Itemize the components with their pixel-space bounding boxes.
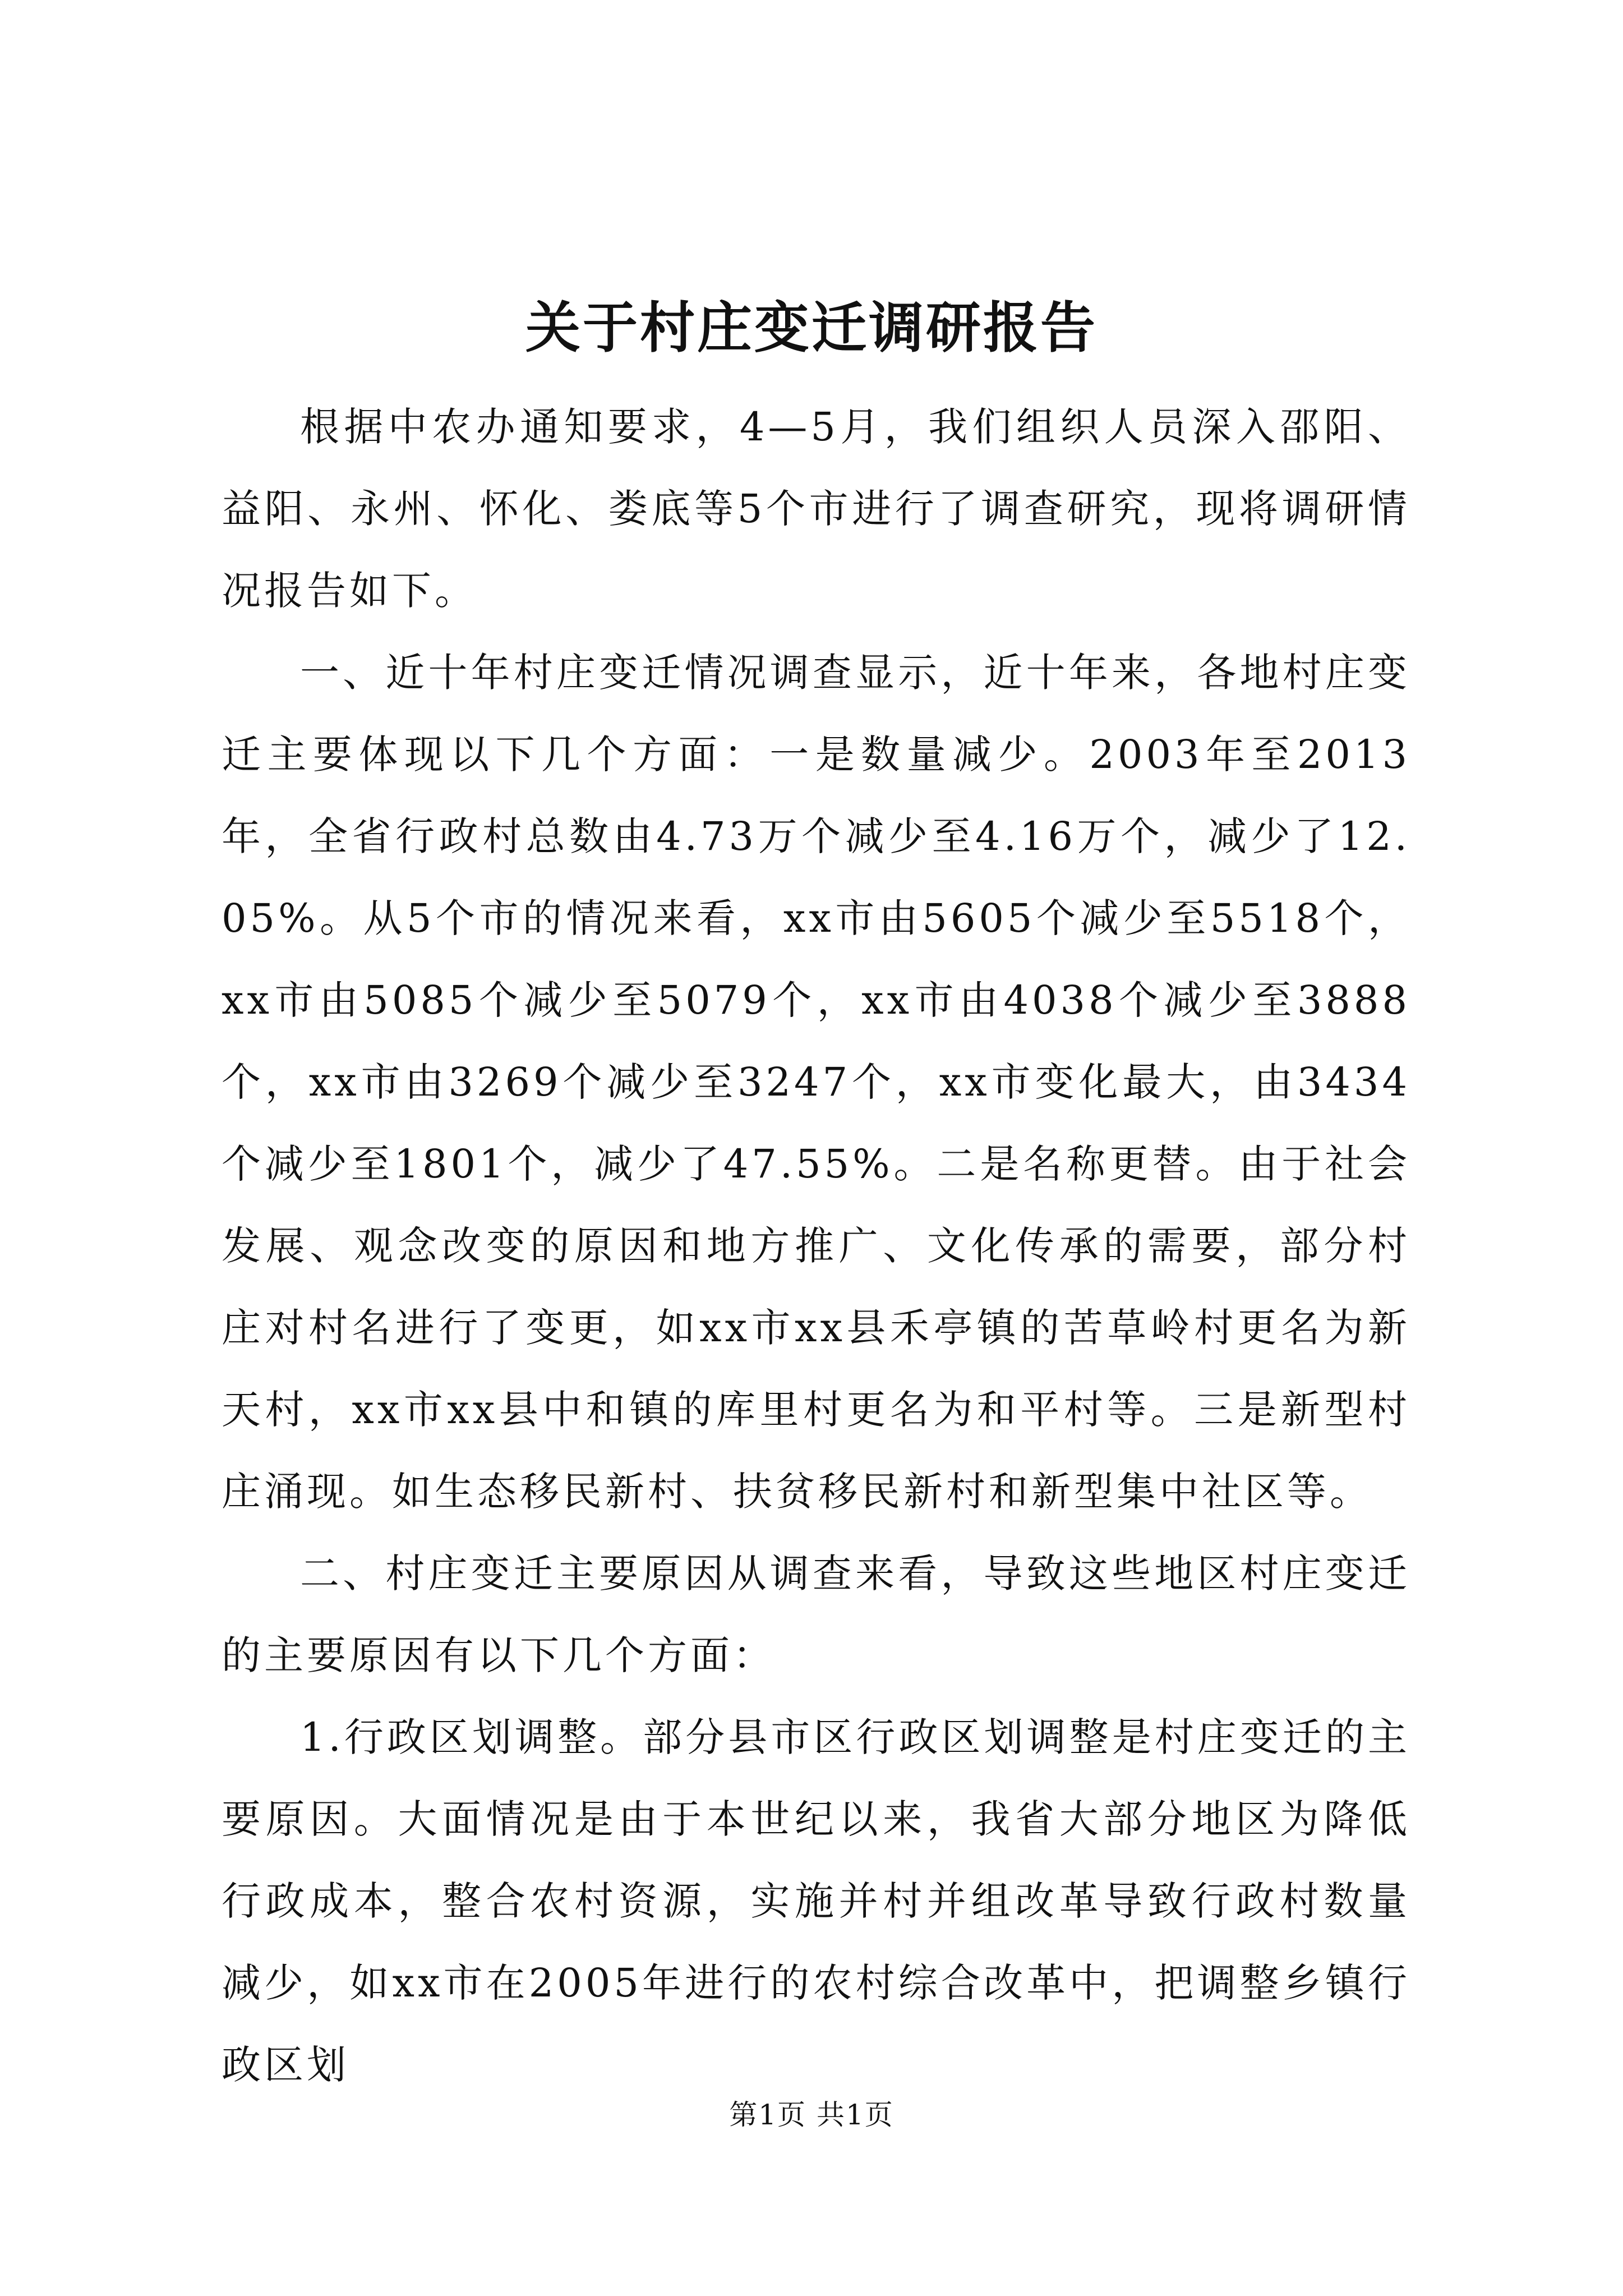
paragraph-item-one: 1.行政区划调整。部分县市区行政区划调整是村庄变迁的主要原因。大面情况是由于本世纪以来，我省大部分地区为降低行政成本，整合农村资源，实施并村并组改革导致行政村数量减少，如xx市在2005年进行的农村综合改革中，把调整乡镇行政区划 bbox=[222, 1714, 1410, 2088]
document-body bbox=[222, 386, 1410, 2106]
paragraph-intro: 根据中农办通知要求，4—5月，我们组织人员深入邵阳、益阳、永州、怀化、娄底等5个市进行了调查研究，现将调研情况报告如下。 bbox=[222, 404, 1410, 614]
paragraph-section-two: 二、村庄变迁主要原因从调查来看，导致这些地区村庄变迁的主要原因有以下几个方面： bbox=[222, 1550, 1410, 1678]
page-number-footer: 第1页 共1页 bbox=[729, 2099, 894, 2131]
document-title: 关于村庄变迁调研报告 bbox=[525, 296, 1098, 360]
paragraph-section-one: 一、近十年村庄变迁情况调查显示，近十年来，各地村庄变迁主要体现以下几个方面：一是数量减少。2003年至2013年，全省行政村总数由4.73万个减少至4.16万个，减少了12.05%。从5个市的情况来看，xx市由5605个减少至5518个，xx市由5085个减少至5079个，xx市由4038个减少至3888个，xx市由3269个减少至3247个，xx市变化最大，由3434个减少至1801个，减少了47.55%。二是名称更替。由于社会发展、观念改变的原因和地方推广、文化传承的需要，部分村庄对村名进行了变更，如xx市xx县禾亭镇的苦草岭村更名为新天村，xx市xx县中和镇的库里村更名为和平村等。三是新型村庄涌现。如生态移民新村、扶贫移民新村和新型集中社区等。 bbox=[222, 650, 1410, 1515]
